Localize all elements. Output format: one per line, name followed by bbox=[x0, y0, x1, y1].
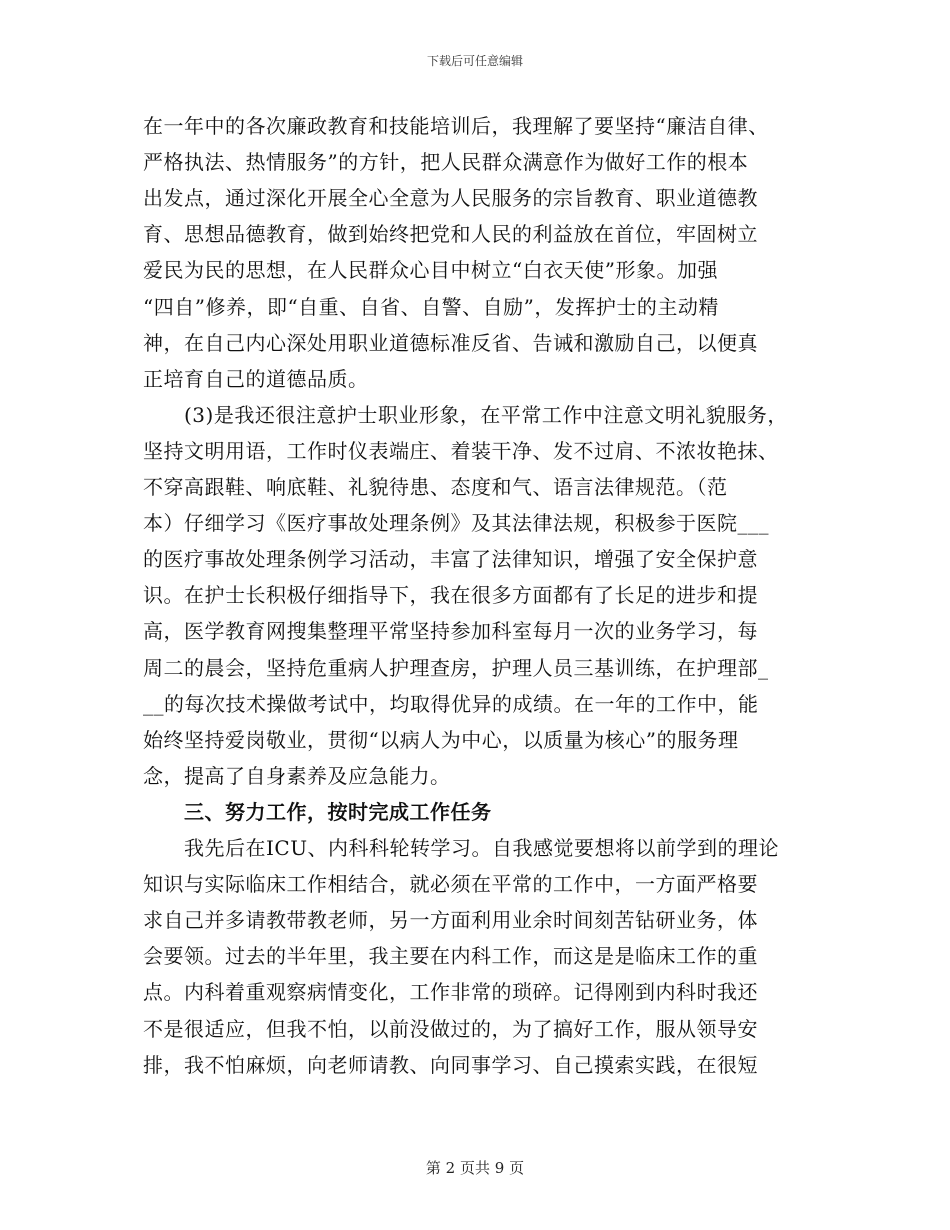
page-header: 下载后可任意编辑 bbox=[426, 54, 523, 68]
text-line: 高，医学教育网搜集整理平常坚持参加科室每月一次的业务学习，每 bbox=[143, 619, 758, 644]
text-line: 始终坚持爱岗敬业，贯彻“以病人为中心，以质量为核心”的服务理 bbox=[143, 727, 739, 752]
text-line: 本）仔细学习《医疗事故处理条例》及其法律法规，积极参于医院___ bbox=[143, 511, 769, 536]
text-line: 我先后在ICU、内科科轮转学习。自我感觉要想将以前学到的理论 bbox=[143, 836, 780, 860]
text-line: 神，在自己内心深处用职业道德标准反省、告诫和激励自己，以便真 bbox=[143, 330, 758, 355]
text-line: “四自”修养，即“自重、自省、自警、自励”，发挥护士的主动精 bbox=[143, 294, 719, 319]
text-line: 念，提高了自身素养及应急能力。 bbox=[143, 763, 451, 788]
text-line: 求自己并多请教带教老师，另一方面利用业余时间刻苦钻研业务，体 bbox=[143, 908, 758, 933]
text-line: 严格执法、热情服务”的方针，把人民群众满意作为做好工作的根本 bbox=[143, 150, 749, 175]
text-line: 排，我不怕麻烦，向老师请教、向同事学习、自己摸索实践，在很短 bbox=[143, 1052, 758, 1077]
text-line: __的每次技术操做考试中，均取得优异的成绩。在一年的工作中，能 bbox=[143, 691, 759, 716]
text-line: 育、思想品德教育，做到始终把党和人民的利益放在首位，牢固树立 bbox=[143, 222, 758, 247]
text-line: 出发点，通过深化开展全心全意为人民服务的宗旨教育、职业道德教 bbox=[143, 186, 758, 211]
text-line: 正培育自己的道德品质。 bbox=[143, 366, 369, 391]
text-line: 不是很适应，但我不怕，以前没做过的，为了搞好工作，服从领导安 bbox=[143, 1016, 758, 1041]
text-line: 在一年中的各次廉政教育和技能培训后，我理解了要坚持“廉洁自律、 bbox=[143, 114, 769, 138]
text-line: 周二的晨会，坚持危重病人护理查房，护理人员三基训练，在护理部_ bbox=[143, 655, 769, 680]
text-line: 的医疗事故处理条例学习活动，丰富了法律知识，增强了安全保护意 bbox=[143, 547, 758, 572]
text-line: 不穿高跟鞋、响底鞋、礼貌待患、态度和气、语言法律规范。（范 bbox=[143, 475, 728, 499]
text-line: 坚持文明用语，工作时仪表端庄、着装干净、发不过肩、不浓妆艳抹、 bbox=[143, 438, 779, 463]
page-footer: 第 2 页共 9 页 bbox=[425, 1159, 525, 1177]
text-line: 爱民为民的思想，在人民群众心目中树立“白衣天使”形象。加强 bbox=[143, 258, 718, 283]
text-line: 知识与实际临床工作相结合，就必须在平常的工作中，一方面严格要 bbox=[143, 872, 758, 897]
text-line: 会要领。过去的半年里，我主要在内科工作，而这是是临床工作的重 bbox=[143, 944, 758, 969]
text-line: (3)是我还很注意护士职业形象，在平常工作中注意文明礼貌服务， bbox=[143, 402, 788, 427]
text-line: 识。在护士长积极仔细指导下，我在很多方面都有了长足的进步和提 bbox=[143, 583, 758, 608]
section-heading: 三、努力工作，按时完成工作任务 bbox=[143, 799, 492, 824]
text-line: 点。内科着重观察病情变化，工作非常的琐碎。记得刚到内科时我还 bbox=[143, 980, 758, 1005]
